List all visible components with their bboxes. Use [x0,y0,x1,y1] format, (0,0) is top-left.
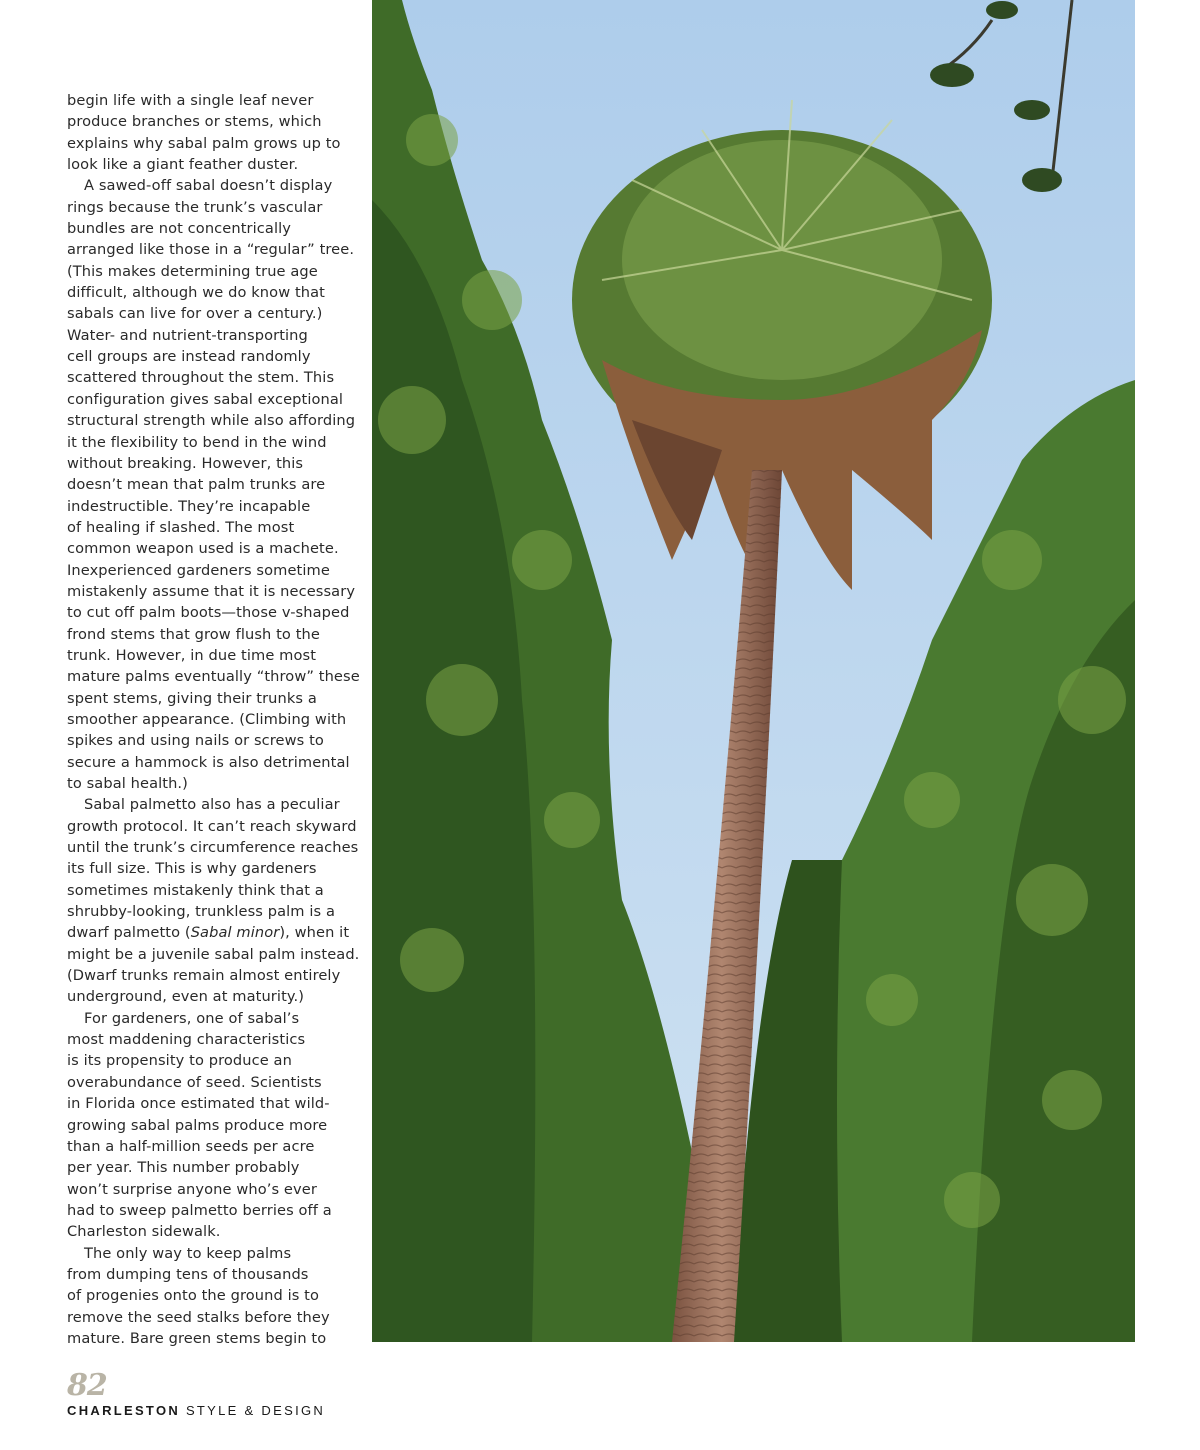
article-line-post: ), when it [279,924,350,942]
magazine-title [67,1403,325,1418]
article-line [67,560,363,581]
article-line [67,602,363,623]
article-line-text: difficult, although we do know that [67,284,325,302]
article-line [67,1093,363,1114]
article-line [67,282,363,303]
article-line [67,709,363,730]
article-line [67,773,363,794]
article-line [67,1115,363,1136]
article-line-text: smoother appearance. (Climbing with [67,710,347,728]
article-line [67,239,363,260]
article-line-text: is its propensity to produce an [67,1052,292,1070]
article-line [67,474,363,495]
article-line-text: mature. Bare green stems begin to [67,1329,327,1347]
article-line [67,624,363,645]
article-line [67,1307,363,1328]
article-line [67,1179,363,1200]
article-line-text: to cut off palm boots—those v-shaped [67,604,350,622]
article-line-text: look like a giant feather duster. [67,156,299,174]
article-line [67,1050,363,1071]
article-line [67,154,363,175]
article-line [67,880,363,901]
article-line [67,1008,363,1029]
article-line [67,1200,363,1221]
article-line [67,752,363,773]
article-line-text: than a half-million seeds per acre [67,1137,315,1155]
article-line [67,90,363,111]
article-line-text: of healing if slashed. The most [67,518,295,536]
article-line-text: scattered throughout the stem. This [67,369,335,387]
article-line [67,517,363,538]
article-line-italic: Sabal minor [190,924,280,942]
article-line-text: growth protocol. It can’t reach skyward [67,817,357,835]
article-line [67,965,363,986]
magazine-title-rest: STYLE & DESIGN [180,1403,326,1418]
page-number: 82 [67,1368,107,1403]
article-line-text: of progenies onto the ground is to [67,1287,320,1305]
article-line-text: without breaking. However, this [67,454,304,472]
article-line-text: had to sweep palmetto berries off a [67,1201,332,1219]
article-line [67,389,363,410]
article-line [67,581,363,602]
article-line [67,794,363,815]
article-line [67,1029,363,1050]
article-line-text: produce branches or stems, which [67,113,322,131]
article-line [67,922,363,943]
article-line [67,1328,363,1349]
article-line [67,218,363,239]
article-line [67,496,363,517]
palm-tree-photo [372,0,1135,1342]
article-line-text: structural strength while also affording [67,412,356,430]
article-line-text: Water- and nutrient-transporting [67,326,308,344]
article-line [67,367,363,388]
article-line-text: spent stems, giving their trunks a [67,689,317,707]
article-line-text: trunk. However, in due time most [67,646,317,664]
article-line-text: Charleston sidewalk. [67,1223,221,1241]
article-line-text: growing sabal palms produce more [67,1116,328,1134]
article-line-text: For gardeners, one of sabal’s [84,1009,300,1027]
article-line-text: Sabal palmetto also has a peculiar [84,796,340,814]
article-line [67,858,363,879]
article-line-text: it the flexibility to bend in the wind [67,433,327,451]
article-line-text: won’t surprise anyone who’s ever [67,1180,317,1198]
article-line-text: most maddening characteristics [67,1031,306,1049]
article-line [67,1285,363,1306]
article-line [67,816,363,837]
article-line-text: bundles are not concentrically [67,220,292,238]
article-line-text: dwarf palmetto ( [67,924,191,942]
article-line [67,261,363,282]
article-line-text: Inexperienced gardeners sometime [67,561,330,579]
article-line-text: might be a juvenile sabal palm instead. [67,945,360,963]
article-line [67,1243,363,1264]
article-line [67,303,363,324]
article-line [67,325,363,346]
article-line [67,175,363,196]
article-line-text: arranged like those in a “regular” tree. [67,241,355,259]
article-line-text: rings because the trunk’s vascular [67,198,323,216]
article-line [67,730,363,751]
article-line-text: (Dwarf trunks remain almost entirely [67,967,341,985]
article-line-text: shrubby-looking, trunkless palm is a [67,903,335,921]
article-line-text: frond stems that grow flush to the [67,625,320,643]
article-line [67,410,363,431]
article-line-text: sometimes mistakenly think that a [67,881,324,899]
article-line [67,197,363,218]
article-line-text: per year. This number probably [67,1159,300,1177]
article-line-text: common weapon used is a machete. [67,540,339,558]
article-line-text: (This makes determining true age [67,262,318,280]
article-line-text: A sawed-off sabal doesn’t display [84,177,333,195]
article-line [67,133,363,154]
article-line-text: secure a hammock is also detrimental [67,753,350,771]
article-line-text: remove the seed stalks before they [67,1308,330,1326]
article-line-text: underground, even at maturity.) [67,988,305,1006]
article-line [67,645,363,666]
article-line-text: in Florida once estimated that wild- [67,1095,330,1113]
article-line-text: configuration gives sabal exceptional [67,390,344,408]
article-line-text: begin life with a single leaf never [67,92,314,109]
article-line-text: sabals can live for over a century.) [67,305,323,323]
article-line [67,944,363,965]
article-line-text: to sabal health.) [67,775,188,792]
article-line-text: indestructible. They’re incapable [67,497,311,515]
article-line [67,837,363,858]
magazine-title-bold: CHARLESTON [67,1403,181,1418]
article-line [67,1072,363,1093]
article-line [67,346,363,367]
article-line [67,986,363,1007]
article-line-text: spikes and using nails or screws to [67,732,324,750]
article-line-text: until the trunk’s circumference reaches [67,839,359,857]
article-line [67,1157,363,1178]
article-line [67,1136,363,1157]
article-line [67,1264,363,1285]
article-column [67,90,363,1349]
article-line-text: mistakenly assume that it is necessary [67,582,356,600]
article-line-text: The only way to keep palms [84,1244,292,1262]
article-line-text: doesn’t mean that palm trunks are [67,476,326,494]
article-line [67,688,363,709]
article-line [67,666,363,687]
article-line-text: overabundance of seed. Scientists [67,1073,322,1091]
article-line-text: mature palms eventually “throw” these [67,668,360,686]
article-line-text: from dumping tens of thousands [67,1265,309,1283]
article-line-text: explains why sabal palm grows up to [67,134,341,152]
article-line [67,111,363,132]
article-line [67,538,363,559]
article-line-text: its full size. This is why gardeners [67,860,317,878]
palm-tree-image [372,0,1135,1342]
article-line [67,453,363,474]
article-line [67,1221,363,1242]
article-line [67,901,363,922]
article-line [67,432,363,453]
article-line-text: cell groups are instead randomly [67,348,311,366]
